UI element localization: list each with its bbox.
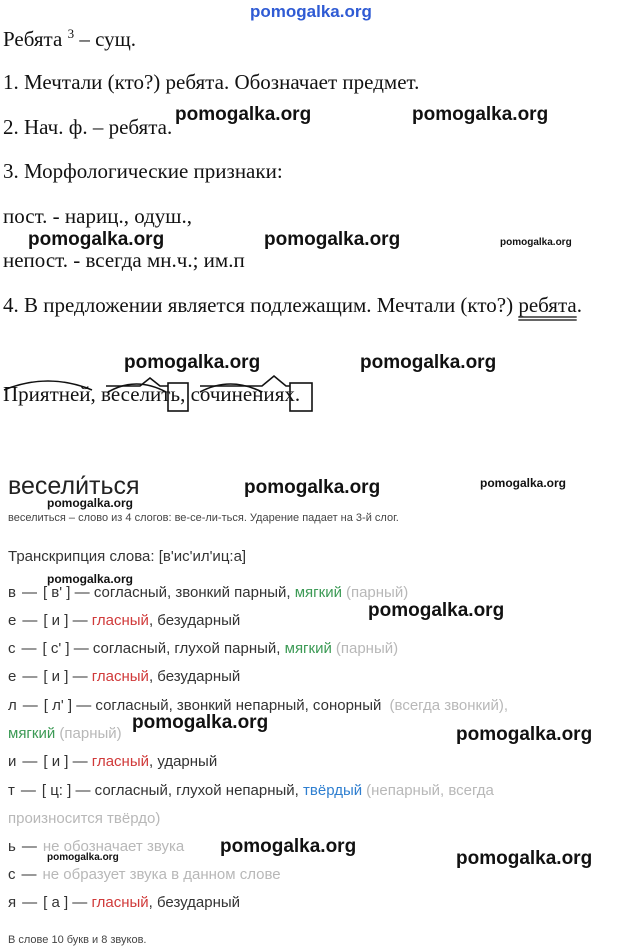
phonetic-row: я — [ а ] — гласный, безударный: [8, 894, 241, 911]
letter: в: [8, 584, 16, 601]
root-arc-1: [4, 381, 92, 390]
phonetic-subtitle: веселиться – слово из 4 слогов: ве-се-ли-ться. Ударение падает на 3-й слог.: [8, 512, 399, 524]
header-word: Ребята: [3, 27, 63, 51]
letter: с: [8, 866, 16, 883]
transcription: Транскрипция слова: [в'ис'ил'иц:а]: [8, 548, 247, 565]
watermark: pomogalka.org: [244, 477, 381, 498]
watermark: pomogalka.org: [456, 848, 593, 869]
row-t-continuation: [8, 810, 160, 827]
item-4: [3, 293, 582, 318]
watermark-small: pomogalka.org: [47, 496, 134, 510]
phonetic-row: [8, 838, 184, 855]
sound-stress: , безударный: [148, 612, 241, 629]
word-1: Приятней: [3, 382, 91, 406]
sound: [ ц: ]: [41, 782, 72, 799]
letter: я: [8, 894, 17, 911]
dash: —: [21, 584, 37, 601]
phonetic-row: [8, 866, 281, 883]
sound: [ и ]: [43, 668, 69, 685]
comma: ,: [90, 382, 96, 406]
phonetic-row: с — [ с' ] — согласный, глухой парный, мягкий (парный): [8, 640, 399, 657]
sound-features: согласный, звонкий парный,: [93, 584, 295, 601]
item-1: 1. Мечтали (кто?) ребята. Обозначает предмет.: [3, 70, 420, 94]
phonetic-row: е — [ и ] — гласный, безударный: [8, 668, 241, 685]
header-rest: – сущ.: [74, 27, 137, 51]
period: .: [294, 382, 301, 406]
subject-word: ребята: [518, 293, 577, 317]
note: не обозначает звука: [42, 838, 185, 855]
watermark: pomogalka.org: [264, 229, 401, 250]
watermark-small: pomogalka.org: [500, 237, 572, 248]
letter: ь: [8, 838, 16, 855]
sound: [ и ]: [43, 612, 69, 629]
dash: —: [22, 612, 38, 629]
ending-box-3: [290, 383, 312, 411]
watermark: pomogalka.org: [220, 836, 357, 857]
watermark: pomogalka.org: [412, 104, 549, 125]
sound-type: гласный: [91, 668, 149, 685]
dash: —: [21, 640, 37, 657]
sound-stress: , безударный: [148, 668, 241, 685]
note: (парный): [335, 640, 399, 657]
sound-stress: , безударный: [148, 894, 241, 911]
dash: —: [22, 697, 38, 714]
row-l-continuation: [8, 725, 122, 742]
note: произносится твёрдо): [8, 810, 161, 827]
watermark-small: pomogalka.org: [47, 572, 134, 586]
item-4-text: 4. В предложении является подлежащим. Мечтали (кто?): [3, 293, 519, 317]
ending-box-2: [168, 383, 188, 411]
phonetic-row: е — [ и ] — гласный, безударный: [8, 612, 241, 629]
header-line: [3, 26, 136, 52]
word-3-ending: ях: [274, 382, 295, 406]
letter: с: [8, 640, 16, 657]
watermark-small: pomogalka.org: [47, 852, 119, 863]
phonetic-title: весели́ться: [8, 472, 140, 500]
sound: [ л' ]: [43, 697, 73, 714]
letters-summary: В слове 10 букв и 8 звуков.: [8, 934, 147, 946]
sound: [ а ]: [43, 894, 69, 911]
dash: —: [21, 866, 37, 883]
header-sup: 3: [67, 26, 75, 41]
watermark: pomogalka.org: [28, 229, 165, 250]
sound: [ в' ]: [42, 584, 71, 601]
phonetic-row: л — [ л' ] — согласный, звонкий непарный, сонорный (всегда звонкий),: [8, 697, 509, 714]
watermark: pomogalka.org: [124, 352, 261, 373]
letter: л: [8, 697, 17, 714]
sound-stress: , ударный: [148, 753, 218, 770]
note: (парный): [59, 725, 122, 742]
sound-type: твёрдый: [303, 782, 363, 799]
watermark: pomogalka.org: [360, 352, 497, 373]
sound-features: согласный, звонкий непарный, сонорный: [95, 697, 386, 714]
watermark: pomogalka.org: [132, 712, 269, 733]
letter: е: [8, 612, 17, 629]
word-2-ending: ь: [170, 382, 181, 406]
soft-label: мягкий: [8, 725, 56, 742]
sound: [ и ]: [43, 753, 69, 770]
letter: е: [8, 668, 17, 685]
dash: —: [22, 894, 38, 911]
letter: т: [8, 782, 15, 799]
phonetic-row: и — [ и ] — гласный, ударный: [8, 753, 218, 770]
sound-features: согласный, глухой парный,: [92, 640, 285, 657]
dash: —: [22, 753, 38, 770]
sound-type: гласный: [91, 612, 149, 629]
sound-type: мягкий: [294, 584, 342, 601]
phonetic-row: в — [ в' ] — согласный, звонкий парный, мягкий (парный): [8, 584, 409, 601]
phonetic-row: т — [ ц: ] — согласный, глухой непарный, твёрдый (непарный, всегда: [8, 782, 494, 799]
sound: [ с' ]: [42, 640, 70, 657]
sound-type: гласный: [91, 753, 149, 770]
watermark-top: pomogalka.org: [250, 2, 372, 21]
note: (всегда звонкий),: [389, 697, 509, 714]
note: не образует звука в данном слове: [42, 866, 281, 883]
item-nonconst: непост. - всегда мн.ч.; им.п: [3, 248, 245, 272]
sound-features: согласный, глухой непарный,: [94, 782, 304, 799]
note: (парный): [345, 584, 409, 601]
comma: ,: [180, 382, 186, 406]
word-2: веселит: [101, 382, 171, 406]
item-4-end: .: [576, 293, 582, 317]
watermark: pomogalka.org: [456, 724, 593, 745]
dash: —: [22, 668, 38, 685]
item-2: 2. Нач. ф. – ребята.: [3, 115, 173, 139]
watermark: pomogalka.org: [368, 600, 505, 621]
dash: —: [21, 838, 37, 855]
sound-type: мягкий: [284, 640, 332, 657]
dash: —: [20, 782, 36, 799]
sound-type: гласный: [91, 894, 149, 911]
suffix-mark-3: [200, 376, 290, 386]
watermark: pomogalka.org: [175, 104, 312, 125]
item-const: пост. - нариц., одуш.,: [3, 204, 192, 228]
note: (непарный, всегда: [366, 782, 494, 799]
item-3: 3. Морфологические признаки:: [3, 159, 283, 183]
word-3: сочинени: [190, 382, 275, 406]
letter: и: [8, 753, 17, 770]
morpheme-marks: [0, 368, 360, 418]
watermark-small: pomogalka.org: [480, 476, 567, 490]
